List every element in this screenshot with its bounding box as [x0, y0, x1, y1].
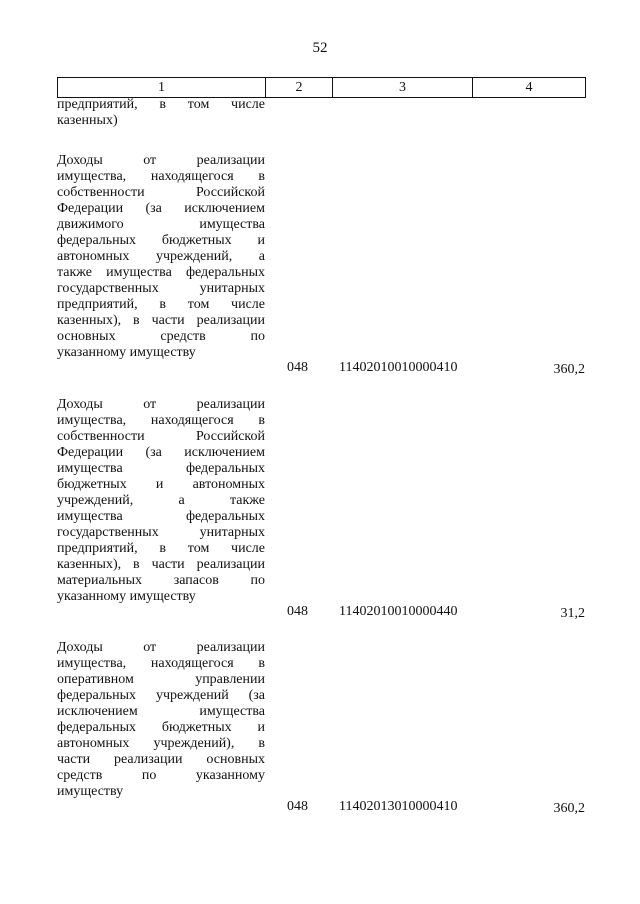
- description-line: основных средств по: [57, 329, 265, 344]
- description-line: федеральных учреждений (за: [57, 688, 265, 703]
- row-code: 048: [287, 360, 308, 375]
- description-line: Доходы от реализации: [57, 640, 265, 655]
- description-line: бюджетных и автономных: [57, 477, 265, 492]
- description-line: Доходы от реализации: [57, 153, 265, 168]
- description-line: собственности Российской: [57, 185, 265, 200]
- description-line: указанному имуществу: [57, 345, 196, 360]
- row-amount: 31,2: [560, 606, 585, 621]
- row-code: 048: [287, 799, 308, 814]
- row-code: 048: [287, 604, 308, 619]
- description-line: части реализации основных: [57, 752, 265, 767]
- row-kbk: 11402010010000410: [339, 360, 458, 375]
- description-line: предприятий, в том числе: [57, 541, 265, 556]
- description-line: имущества, находящегося в: [57, 656, 265, 671]
- description-line: имущества федеральных: [57, 509, 265, 524]
- description-line: государственных унитарных: [57, 525, 265, 540]
- description-line: движимого имущества: [57, 217, 265, 232]
- row-description: [57, 153, 265, 361]
- description-line: указанному имуществу: [57, 589, 196, 604]
- description-line: материальных запасов по: [57, 573, 265, 588]
- row-description: [57, 397, 265, 605]
- description-line: оперативном управлении: [57, 672, 265, 687]
- description-line: государственных унитарных: [57, 281, 265, 296]
- column-header-3: 3: [333, 78, 473, 98]
- description-line: федеральных бюджетных и: [57, 720, 265, 735]
- page-number: 52: [312, 40, 328, 56]
- description-line: автономных учреждений, а: [57, 249, 265, 264]
- description-line: федеральных бюджетных и: [57, 233, 265, 248]
- column-header-1: 1: [58, 78, 266, 98]
- description-line: собственности Российской: [57, 429, 265, 444]
- row-kbk: 11402013010000410: [339, 799, 458, 814]
- row-description: [57, 640, 265, 800]
- column-header-table: [57, 77, 586, 98]
- description-line: имуществу: [57, 784, 124, 799]
- column-header-2: 2: [266, 78, 333, 98]
- row-amount: 360,2: [553, 801, 585, 816]
- description-line: также имущества федеральных: [57, 265, 265, 280]
- column-header-row: [58, 78, 586, 98]
- description-line: казенных), в части реализации: [57, 557, 265, 572]
- description-line: Федерации (за исключением: [57, 201, 265, 216]
- description-line: Федерации (за исключением: [57, 445, 265, 460]
- description-line: Доходы от реализации: [57, 397, 265, 412]
- row-amount: 360,2: [553, 362, 585, 377]
- description-line: средств по указанному: [57, 768, 265, 783]
- description-line: учреждений, а также: [57, 493, 265, 508]
- description-line: имущества федеральных: [57, 461, 265, 476]
- row-description: [57, 97, 265, 129]
- description-line: имущества, находящегося в: [57, 169, 265, 184]
- row-kbk: 11402010010000440: [339, 604, 458, 619]
- description-line: предприятий, в том числе: [57, 297, 265, 312]
- description-line: автономных учреждений), в: [57, 736, 265, 751]
- description-line: казенных): [57, 113, 118, 128]
- description-line: предприятий, в том числе: [57, 97, 265, 112]
- description-line: казенных), в части реализации: [57, 313, 265, 328]
- column-header-4: 4: [473, 78, 586, 98]
- description-line: имущества, находящегося в: [57, 413, 265, 428]
- description-line: исключением имущества: [57, 704, 265, 719]
